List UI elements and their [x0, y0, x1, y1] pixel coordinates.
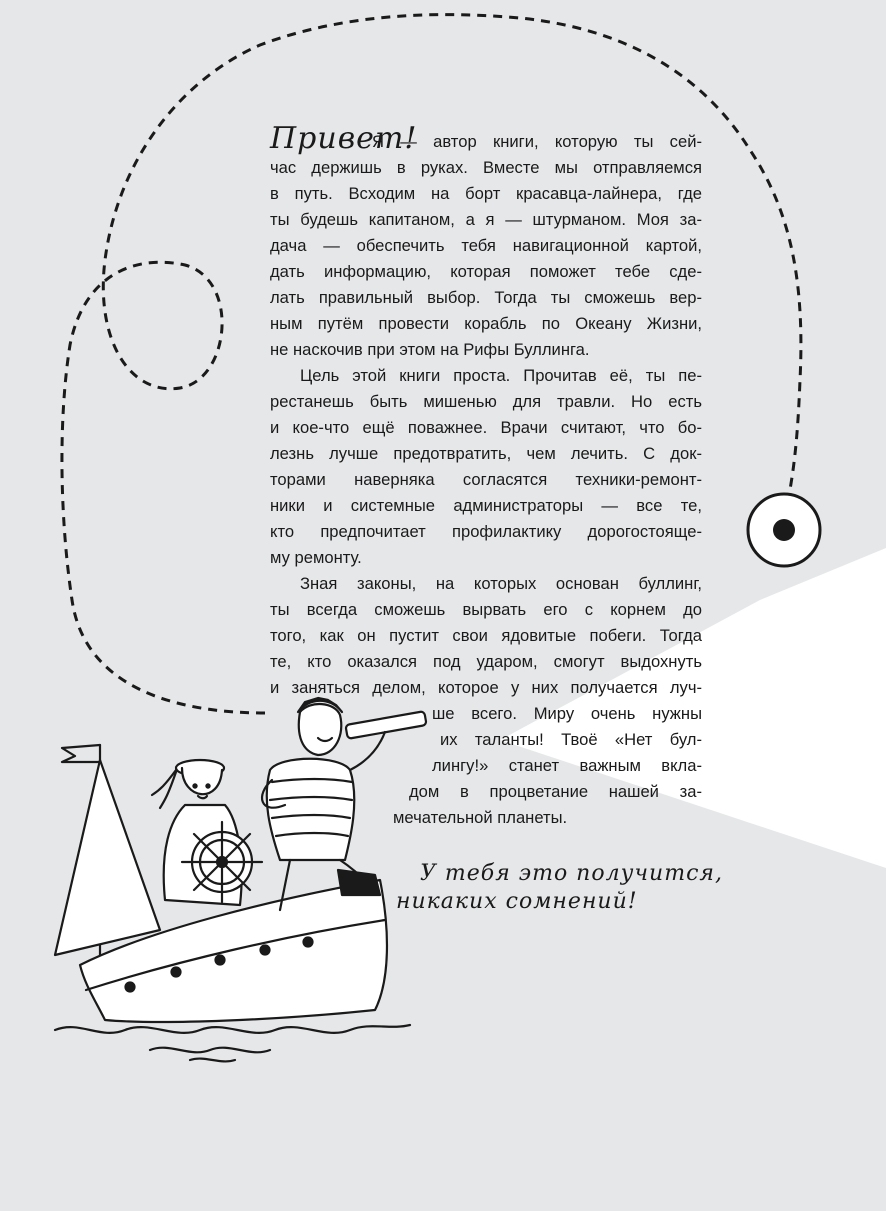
text-line: не наскочив при этом на Рифы Буллинга. [270, 340, 590, 359]
text-line: му ремонту. [270, 548, 362, 567]
text-line: Я — автор книги, которую ты сей- [372, 132, 702, 151]
text-line: ным путём провести корабль по Океану Жизни, [270, 314, 702, 333]
text-line: час держишь в руках. Вместе мы отправляемся [270, 158, 702, 177]
text-line: кто предпочитает профилактику дорогостояще- [270, 522, 702, 541]
text-line: дача — обеспечить тебя навигационной картой, [270, 236, 702, 255]
text-line: рестанешь быть мишенью для травли. Но есть [270, 392, 702, 411]
closing-line-1: У тебя это получится, [420, 861, 723, 886]
text-line: дать информацию, которая поможет тебе сде- [270, 262, 702, 281]
text-line: их таланты! Твоё «Нет бул- [440, 730, 702, 749]
text-line: ты будешь капитаном, а я — штурманом. Моя за- [270, 210, 702, 229]
text-line: Цель этой книги проста. Прочитав её, ты пе- [300, 366, 702, 385]
text-line: ники и системные администраторы — все те, [270, 496, 702, 515]
text-line: Зная законы, на которых основан буллинг, [300, 574, 702, 593]
text-line: и кое-что ещё поважнее. Врачи считают, что бо- [270, 418, 702, 437]
text-line: ты всегда сможешь вырвать его с корнем до [270, 600, 702, 619]
closing-line-2: никаких сомнений! [396, 889, 638, 914]
text-line: лать правильный выбор. Тогда ты сможешь вер- [270, 288, 702, 307]
text-line: лингу!» станет важным вкла- [432, 756, 702, 775]
text-line: и заняться делом, которое у них получается луч- [270, 678, 702, 697]
greeting-handwritten: Привет! [270, 121, 418, 156]
text-line: того, как он пустит свои ядовитые побеги. Тогда [270, 626, 702, 645]
text-line: торами наверняка согласятся техники-ремонт- [270, 470, 702, 489]
text-line: лезнь лучше предотвратить, чем лечить. С док- [270, 444, 702, 463]
target-marker-icon [748, 494, 820, 566]
text-line: ше всего. Миру очень нужны [432, 704, 702, 723]
ship-illustration [55, 698, 427, 1061]
text-line: мечательной планеты. [393, 808, 568, 827]
text-line: в путь. Всходим на борт красавца-лайнера, где [270, 184, 702, 203]
text-line: дом в процветание нашей за- [409, 782, 702, 801]
text-line: те, кто оказался под ударом, смогут выдохнуть [270, 652, 702, 671]
